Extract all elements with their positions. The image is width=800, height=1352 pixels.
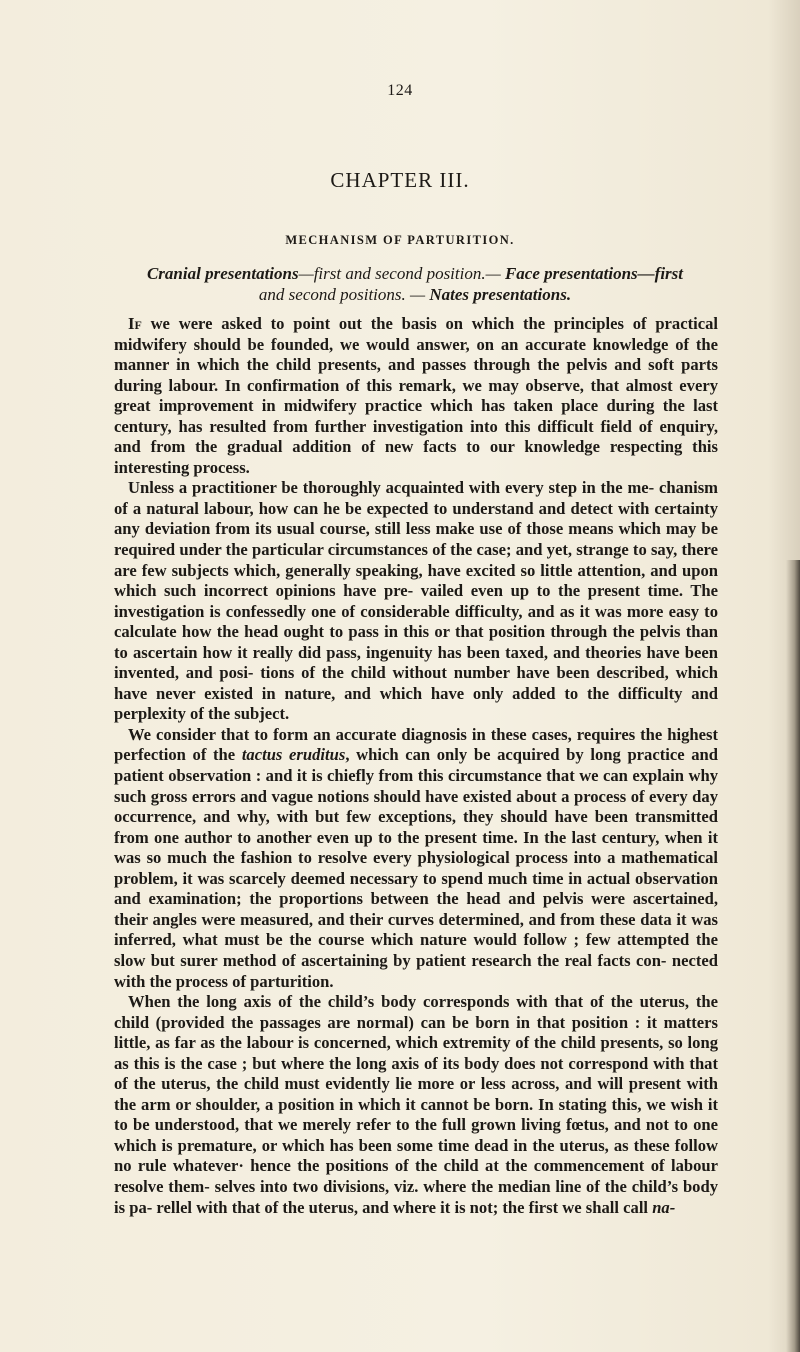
paragraph-4 — [114, 992, 718, 1218]
synopsis-part-2: —first and second position.— — [298, 264, 505, 283]
paragraph-3-italic: tactus eruditus — [241, 745, 346, 765]
chapter-title: CHAPTER III. — [330, 168, 470, 192]
synopsis-part-4: and second positions. — — [258, 285, 430, 304]
paragraph-3-text-a: We consider that to form an accurate diagnosis in these cases, requires the highest perfection of the — [114, 724, 718, 765]
page-number: 124 — [387, 82, 413, 99]
synopsis-part-5: Nates presentations. — [429, 285, 572, 304]
body-text — [114, 314, 718, 1218]
paragraph-1 — [114, 314, 718, 478]
paragraph-1-text: we were asked to point out the basis on which the principles of practical midwifery should be founded, we would answer, on an accurate knowledge of the manner in which the child presents, and passes through the pelvis and soft parts during labour. In confirmation of this remark, we may observe, that almost every great improvement in midwifery practice which has taken place during the last century, has resulted from further investigation into this difficult field of enquiry, and from the gradual addition of new facts to our knowledge respecting this interesting process. — [114, 314, 718, 477]
paragraph-3-text-b: , which can only be acquired by long practice and patient observation : and it is chiefly from this circumstance that we can explain why such gross errors and vague notions should have existed about a process of every day occurrence, and why, with but few exceptions, they should have been transmitted from one author to another even up to the present time. In the last century, when it was so much the fashion to resolve every physiological process into a mathematical problem, it was scarcely deemed necessary to spend much time in actual observation and examination; the proportions between the head and pelvis were ascertained, their angles were measured, and their curves determined, and from these data it was inferred, what must be the course which nature would follow ; few attempted the slow but surer method of ascertaining by patient research the real facts con- nected with the process of parturition. — [114, 745, 718, 991]
paragraph-4-text: When the long axis of the child’s body corresponds with that of the uterus, the child (provided the passages are normal) can be born in that position : it matters little, as far as the labour is concerned, which extremity of the child presents, so long as this is the case ; but where the long axis of its body does not correspond with that of the uterus, the child must evidently lie more or less across, and will present with the arm or shoulder, a position in which it cannot be born. In stating this, we wish it to be understood, that we merely refer to the full grown living fœtus, and not to one which is premature, or which has been some time dead in the uterus, as these follow no rule whatever· hence the positions of the child at the commencement of labour resolve them- selves into two divisions, viz. where the median line of the child’s body is pa- rellel with that of the uterus, and where it is not; the first we shall call — [114, 992, 718, 1217]
chapter-subtitle: MECHANISM OF PARTURITION. — [285, 233, 515, 247]
paragraph-3 — [114, 725, 718, 992]
synopsis-part-3: Face presentations—first — [504, 264, 684, 283]
paragraph-1-lead: If — [128, 314, 142, 333]
paragraph-4-end: na- — [648, 1197, 676, 1217]
paragraph-2: Unless a practitioner be thoroughly acquainted with every step in the me- chanism of a natural labour, how can he be expected to understand and detect with certainty any deviation from its usual course, still less make use of those means which may be required under the particular circumstances of the case; and yet, strange to say, there are few subjects which, generally speaking, have excited so little attention, and upon which such incorrect opinions have pre- vailed even up to the present time. The investigation is confessedly one of considerable difficulty, and as it was more easy to calculate how the head ought to pass in this or that position through the pelvis than to ascertain how it really did pass, ingenuity has been taxed, and theories have been invented, and posi- tions of the child without number have been described, which have never existed in nature, and which have only added to the difficulty and perplexity of the subject. — [114, 478, 718, 724]
chapter-synopsis — [118, 263, 712, 305]
synopsis-part-1: Cranial presentations — [146, 264, 299, 283]
page-edge-shadow — [786, 560, 800, 1352]
